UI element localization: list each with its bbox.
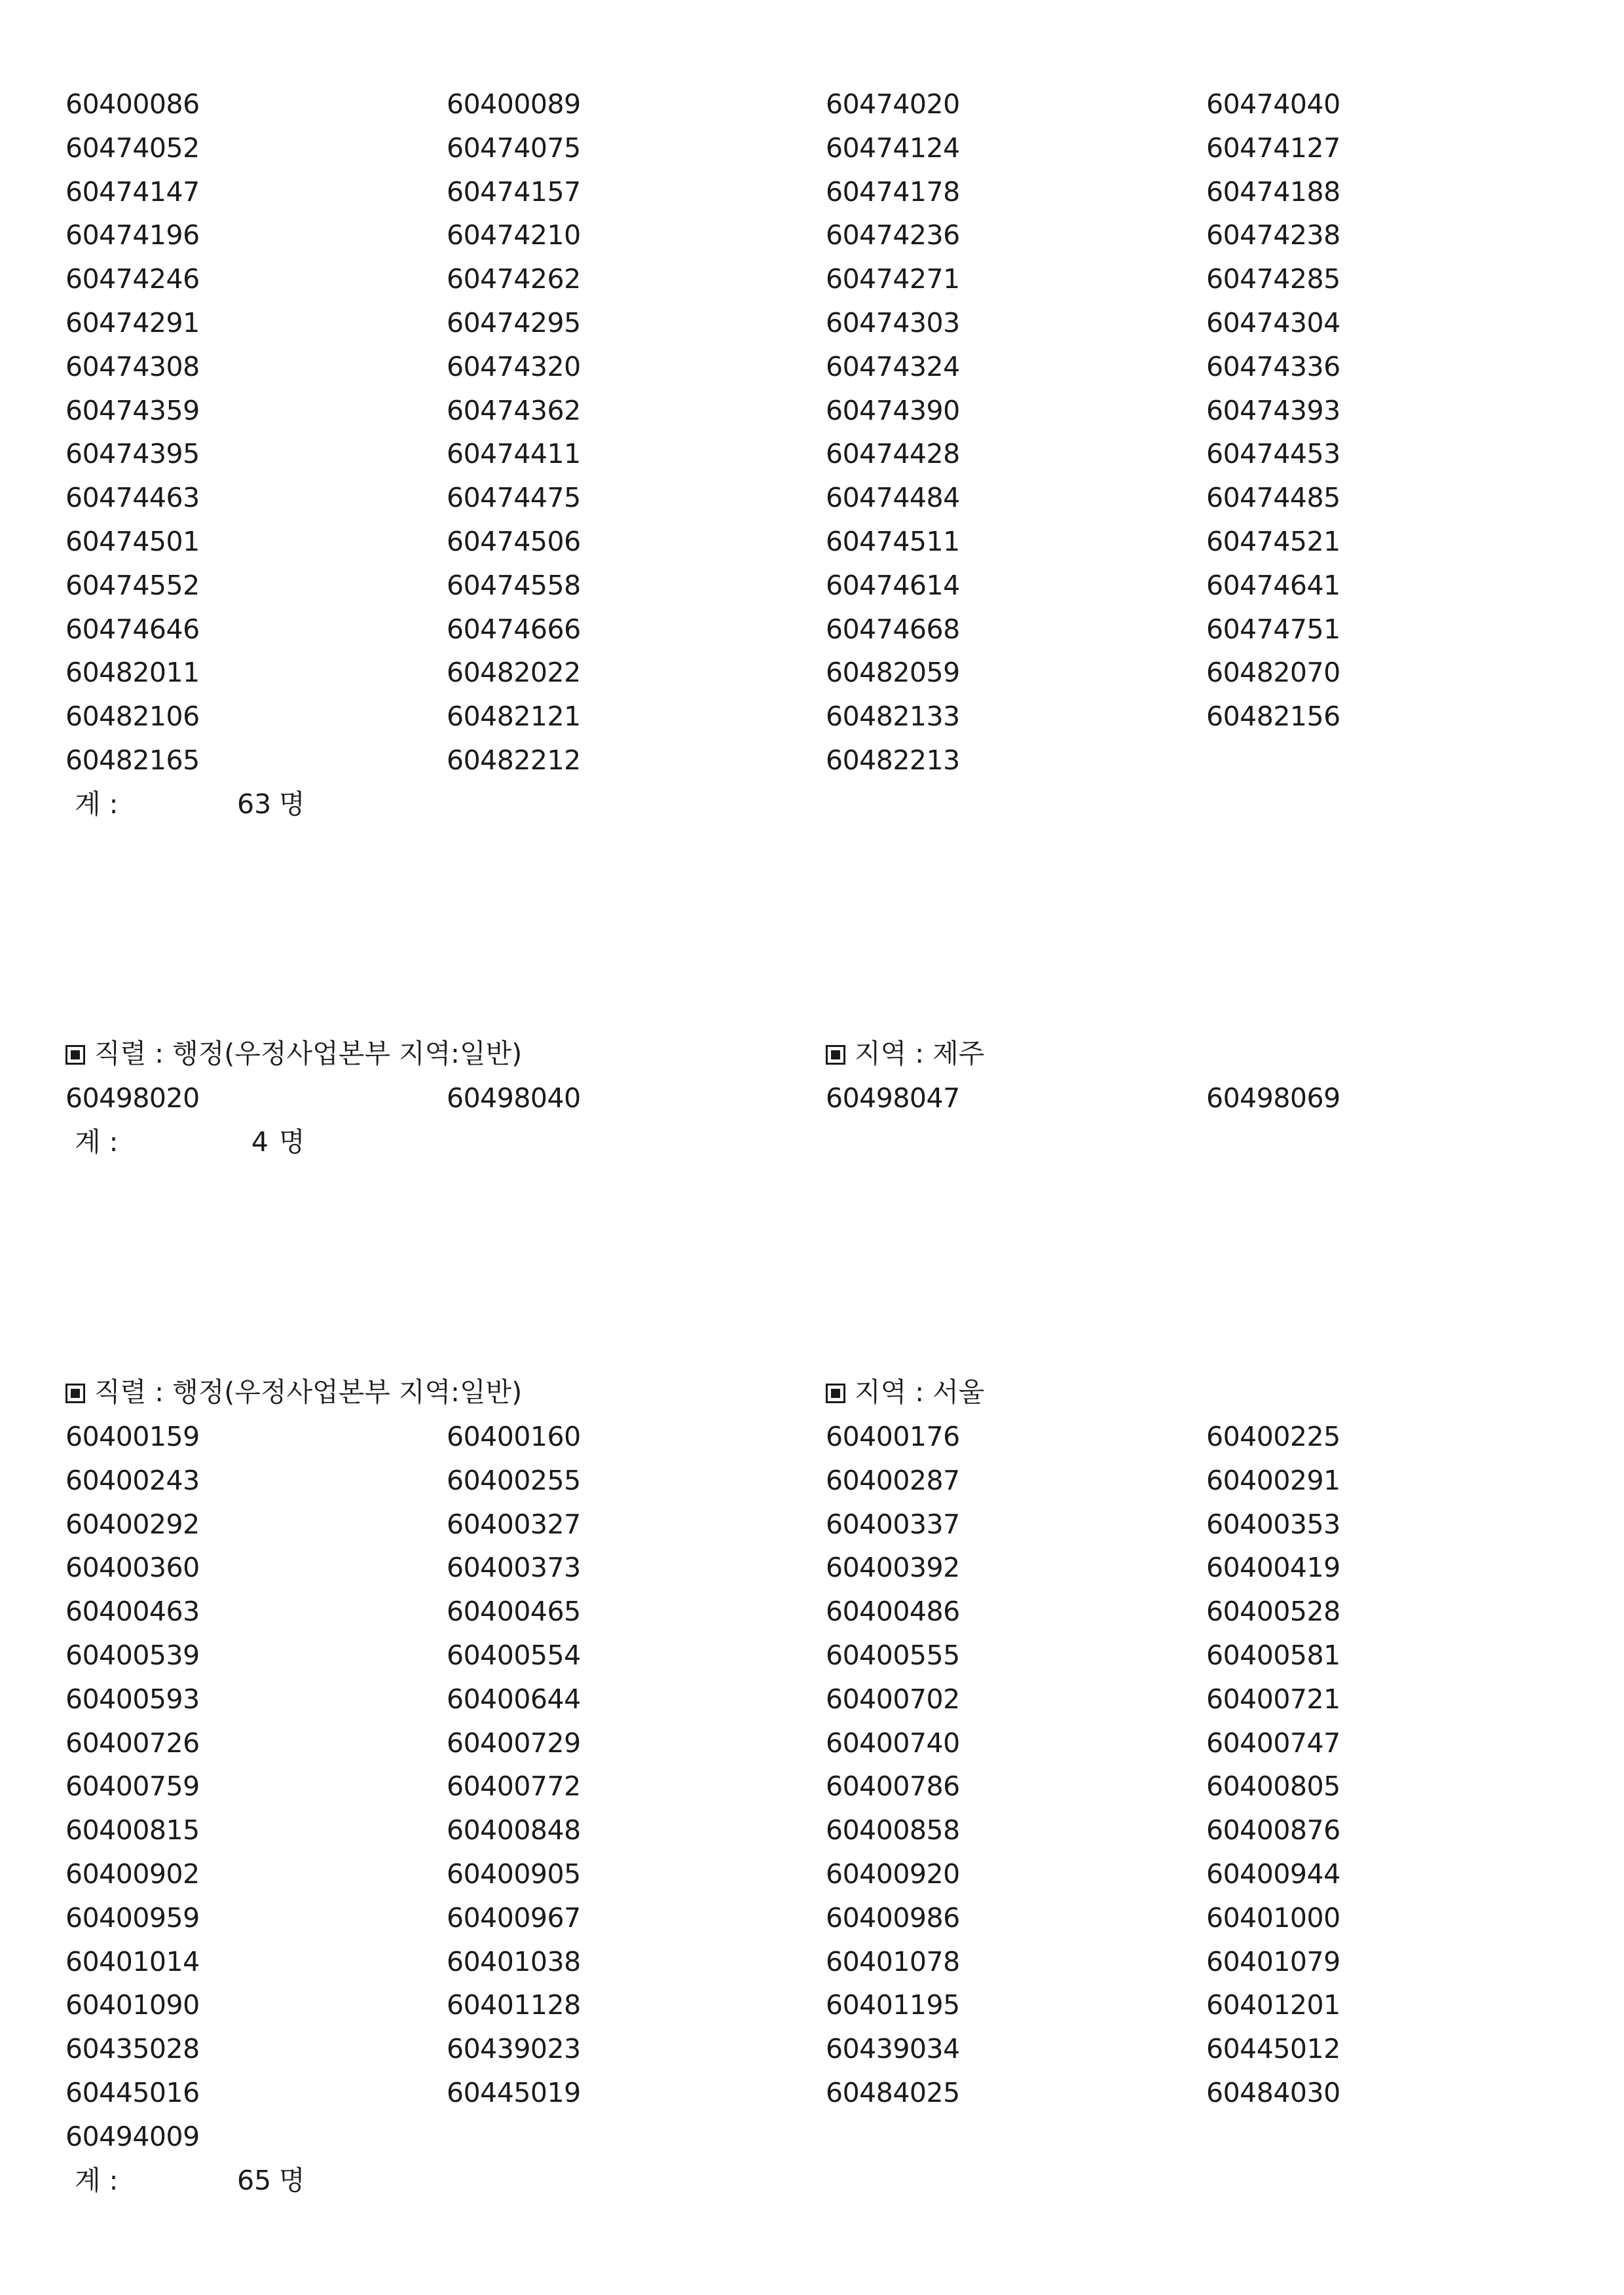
total-unit: 명 <box>279 1126 305 1158</box>
applicant-number: 60482165 <box>65 744 200 776</box>
applicant-number: 60482213 <box>826 744 960 776</box>
section-header <box>0 1031 1624 1076</box>
applicant-number: 60482022 <box>447 657 581 689</box>
applicant-number: 60400486 <box>826 1596 960 1628</box>
applicant-number: 60474262 <box>447 263 581 295</box>
total-unit: 명 <box>279 788 305 820</box>
applicant-number: 60484025 <box>826 2076 960 2108</box>
applicant-number: 60474020 <box>826 88 960 120</box>
applicant-number: 60474157 <box>447 175 581 208</box>
applicant-number: 60400353 <box>1206 1508 1340 1540</box>
table-row <box>0 301 1624 345</box>
applicant-number: 60474558 <box>447 569 581 601</box>
applicant-number: 60400876 <box>1206 1814 1340 1846</box>
applicant-number: 60474196 <box>65 219 200 251</box>
applicant-number: 60400967 <box>447 1901 581 1934</box>
applicant-number: 60400176 <box>826 1421 960 1452</box>
section-total <box>0 1120 1624 1164</box>
table-row <box>0 1808 1624 1852</box>
table-row <box>0 1983 1624 2027</box>
total-count: 65 <box>237 2164 272 2196</box>
applicant-number: 60400902 <box>65 1858 200 1890</box>
table-row <box>0 1721 1624 1765</box>
applicant-number: 60400327 <box>447 1508 581 1540</box>
applicant-number: 60474308 <box>65 350 200 382</box>
table-row <box>0 1852 1624 1896</box>
filled-square-icon <box>65 1045 85 1065</box>
table-row <box>0 2071 1624 2115</box>
applicant-number: 60400291 <box>1206 1464 1340 1496</box>
applicant-number: 60400225 <box>1206 1421 1340 1452</box>
applicant-number: 60474336 <box>1206 350 1340 382</box>
applicant-number: 60474506 <box>447 525 581 557</box>
applicant-number: 60445016 <box>65 2076 200 2108</box>
applicant-number: 60474614 <box>826 569 960 601</box>
applicant-number: 60474359 <box>65 394 200 426</box>
job-series-label: 직렬 : 행정(우정사업본부 지역:일반) <box>94 1038 523 1069</box>
applicant-number: 60400528 <box>1206 1596 1340 1628</box>
applicant-number: 60474390 <box>826 394 960 426</box>
applicant-number: 60482156 <box>1206 701 1340 733</box>
table-row <box>0 476 1624 520</box>
applicant-number: 60474511 <box>826 525 960 557</box>
applicant-number: 60474641 <box>1206 569 1340 601</box>
table-row <box>0 389 1624 433</box>
applicant-number: 60400292 <box>65 1508 200 1540</box>
applicant-number: 60474236 <box>826 219 960 251</box>
applicant-number: 60474411 <box>447 438 581 470</box>
job-series-heading <box>65 1031 522 1076</box>
table-row <box>0 1415 1624 1459</box>
applicant-number: 60400255 <box>447 1464 581 1496</box>
applicant-number: 60400644 <box>447 1683 581 1715</box>
section-total <box>0 2159 1624 2203</box>
applicant-number: 60400539 <box>65 1639 200 1671</box>
applicant-number: 60400920 <box>826 1858 960 1890</box>
applicant-number: 60474304 <box>1206 306 1340 339</box>
applicant-number: 60400392 <box>826 1552 960 1584</box>
applicant-number: 60474303 <box>826 306 960 339</box>
applicant-number: 60498047 <box>826 1082 960 1114</box>
applicant-number: 60401195 <box>826 1989 960 2021</box>
applicant-number: 60400360 <box>65 1552 200 1584</box>
applicant-number: 60482059 <box>826 657 960 689</box>
applicant-number: 60474393 <box>1206 394 1340 426</box>
applicant-number: 60474463 <box>65 482 200 514</box>
applicant-number: 60445019 <box>447 2076 581 2108</box>
applicant-number: 60474668 <box>826 613 960 645</box>
region-heading <box>826 1031 984 1076</box>
table-row <box>0 1546 1624 1590</box>
table-row <box>0 608 1624 652</box>
table-row <box>0 1076 1624 1120</box>
table-row <box>0 1459 1624 1503</box>
applicant-number: 60439023 <box>447 2033 581 2065</box>
table-row <box>0 1678 1624 1721</box>
job-series-heading <box>65 1369 522 1415</box>
total-unit: 명 <box>279 2164 305 2196</box>
total-count: 63 <box>237 788 272 820</box>
applicant-number: 60482070 <box>1206 657 1340 689</box>
applicant-number: 60400905 <box>447 1858 581 1890</box>
applicant-number: 60400373 <box>447 1552 581 1584</box>
table-row <box>0 520 1624 564</box>
applicant-number: 60400702 <box>826 1683 960 1715</box>
applicant-number: 60435028 <box>65 2033 200 2065</box>
applicant-number: 60474040 <box>1206 88 1340 120</box>
applicant-number: 60401014 <box>65 1945 200 1977</box>
applicant-number: 60400337 <box>826 1508 960 1540</box>
applicant-number: 60401128 <box>447 1989 581 2021</box>
applicant-number: 60474521 <box>1206 525 1340 557</box>
applicant-number: 60484030 <box>1206 2076 1340 2108</box>
table-row <box>0 1590 1624 1634</box>
applicant-number: 60474178 <box>826 175 960 208</box>
applicant-number: 60400959 <box>65 1901 200 1934</box>
table-row <box>0 1896 1624 1940</box>
total-count: 4 <box>251 1126 268 1158</box>
applicant-number: 60400759 <box>65 1771 200 1803</box>
applicant-number: 60474127 <box>1206 132 1340 164</box>
applicant-number: 60400740 <box>826 1727 960 1759</box>
applicant-number: 60474238 <box>1206 219 1340 251</box>
applicant-number: 60400086 <box>65 88 200 120</box>
table-row <box>0 83 1624 126</box>
applicant-number: 60474291 <box>65 306 200 339</box>
table-row <box>0 257 1624 301</box>
applicant-number: 60400786 <box>826 1771 960 1803</box>
applicant-list-section-jeju <box>0 1031 1624 1164</box>
applicant-number: 60400160 <box>447 1421 581 1452</box>
applicant-number: 60474552 <box>65 569 200 601</box>
applicant-number: 60400581 <box>1206 1639 1340 1671</box>
table-row <box>0 739 1624 782</box>
table-row <box>0 432 1624 476</box>
applicant-number: 60400944 <box>1206 1858 1340 1890</box>
applicant-number: 60474052 <box>65 132 200 164</box>
table-row <box>0 170 1624 214</box>
applicant-number: 60400805 <box>1206 1771 1340 1803</box>
filled-square-icon <box>826 1045 845 1065</box>
table-row <box>0 1503 1624 1547</box>
applicant-number: 60401078 <box>826 1945 960 1977</box>
applicant-number: 60474271 <box>826 263 960 295</box>
applicant-number: 60474320 <box>447 350 581 382</box>
applicant-number: 60474362 <box>447 394 581 426</box>
applicant-number: 60474295 <box>447 306 581 339</box>
applicant-number: 60498020 <box>65 1082 200 1114</box>
job-series-label: 직렬 : 행정(우정사업본부 지역:일반) <box>94 1376 523 1408</box>
applicant-number: 60400287 <box>826 1464 960 1496</box>
applicant-number: 60401038 <box>447 1945 581 1977</box>
applicant-number: 60498069 <box>1206 1082 1340 1114</box>
applicant-number: 60474666 <box>447 613 581 645</box>
applicant-number: 60400848 <box>447 1814 581 1846</box>
applicant-number: 60400721 <box>1206 1683 1340 1715</box>
region-heading <box>826 1369 984 1415</box>
applicant-number: 60474475 <box>447 482 581 514</box>
applicant-number: 60439034 <box>826 2033 960 2065</box>
applicant-number: 60400243 <box>65 1464 200 1496</box>
table-row <box>0 1765 1624 1808</box>
filled-square-icon <box>65 1384 85 1403</box>
applicant-number-grid <box>0 1076 1624 1120</box>
applicant-number: 60474484 <box>826 482 960 514</box>
applicant-number: 60400858 <box>826 1814 960 1846</box>
table-row <box>0 1634 1624 1678</box>
applicant-number: 60401090 <box>65 1989 200 2021</box>
applicant-number: 60498040 <box>447 1082 581 1114</box>
region-label: 지역 : 제주 <box>855 1038 985 1069</box>
applicant-number: 60482011 <box>65 657 200 689</box>
table-row <box>0 2115 1624 2159</box>
applicant-number: 60482106 <box>65 701 200 733</box>
applicant-number: 60474324 <box>826 350 960 382</box>
total-label: 계 : <box>75 1126 119 1158</box>
applicant-number-grid <box>0 83 1624 782</box>
applicant-number: 60474188 <box>1206 175 1340 208</box>
applicant-number: 60474246 <box>65 263 200 295</box>
applicant-number: 60400419 <box>1206 1552 1340 1584</box>
total-label: 계 : <box>75 788 119 820</box>
table-row <box>0 651 1624 695</box>
applicant-number: 60400463 <box>65 1596 200 1628</box>
applicant-number: 60400555 <box>826 1639 960 1671</box>
table-row <box>0 126 1624 170</box>
applicant-number: 60400772 <box>447 1771 581 1803</box>
region-label: 지역 : 서울 <box>855 1376 985 1408</box>
filled-square-icon <box>826 1384 845 1403</box>
total-label: 계 : <box>75 2164 119 2196</box>
applicant-number: 60474147 <box>65 175 200 208</box>
applicant-number: 60474646 <box>65 613 200 645</box>
applicant-number: 60482133 <box>826 701 960 733</box>
applicant-number: 60482212 <box>447 744 581 776</box>
applicant-number: 60474485 <box>1206 482 1340 514</box>
table-row <box>0 345 1624 389</box>
applicant-number: 60474395 <box>65 438 200 470</box>
section-header <box>0 1369 1624 1415</box>
applicant-number: 60401201 <box>1206 1989 1340 2021</box>
applicant-number: 60474285 <box>1206 263 1340 295</box>
applicant-number: 60400089 <box>447 88 581 120</box>
applicant-number: 60474124 <box>826 132 960 164</box>
applicant-number: 60445012 <box>1206 2033 1340 2065</box>
applicant-number: 60474075 <box>447 132 581 164</box>
table-row <box>0 2027 1624 2071</box>
applicant-number: 60474453 <box>1206 438 1340 470</box>
applicant-number-grid <box>0 1415 1624 2159</box>
applicant-number: 60400465 <box>447 1596 581 1628</box>
applicant-number: 60401000 <box>1206 1901 1340 1934</box>
applicant-number: 60482121 <box>447 701 581 733</box>
applicant-number: 60400159 <box>65 1421 200 1452</box>
applicant-list-section-continued <box>0 83 1624 826</box>
applicant-list-section-seoul <box>0 1369 1624 2202</box>
applicant-number: 60474210 <box>447 219 581 251</box>
table-row <box>0 564 1624 608</box>
table-row <box>0 1940 1624 1984</box>
applicant-number: 60400726 <box>65 1727 200 1759</box>
table-row <box>0 695 1624 739</box>
applicant-number: 60400815 <box>65 1814 200 1846</box>
applicant-number: 60474751 <box>1206 613 1340 645</box>
applicant-number: 60474428 <box>826 438 960 470</box>
applicant-number: 60474501 <box>65 525 200 557</box>
applicant-number: 60400593 <box>65 1683 200 1715</box>
applicant-number: 60400986 <box>826 1901 960 1934</box>
applicant-number: 60494009 <box>65 2120 200 2152</box>
section-total <box>0 782 1624 826</box>
table-row <box>0 213 1624 257</box>
applicant-number: 60400747 <box>1206 1727 1340 1759</box>
applicant-number: 60400729 <box>447 1727 581 1759</box>
applicant-number: 60401079 <box>1206 1945 1340 1977</box>
applicant-number: 60400554 <box>447 1639 581 1671</box>
